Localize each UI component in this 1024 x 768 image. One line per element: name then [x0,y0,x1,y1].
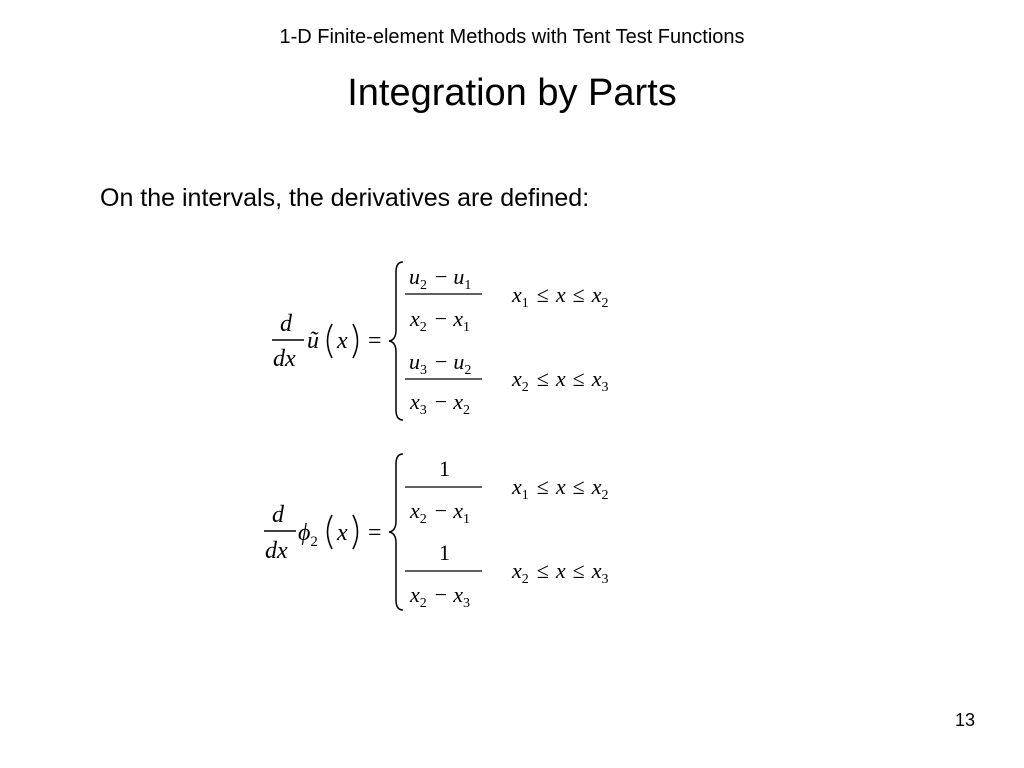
eq1-c1-num-b-sub: 1 [464,278,472,293]
eq1-c2-num-b: u [453,349,465,374]
eq1-c1-cond-b: x [591,282,602,307]
eq1-c1-cond-b-sub: 2 [601,296,609,311]
svg-text:ϕ2 [298,520,318,550]
eq1-c2-num-a-sub: 3 [420,363,427,378]
eq2-c2-den-b-sub: 3 [462,596,470,611]
svg-text:x2−x1 [409,306,470,335]
eq1-c2-cond-mid: x [555,366,566,391]
equation-1 [272,262,608,420]
eq1-brace [389,262,403,420]
slide-title: Integration by Parts [347,72,677,114]
eq2-c1-cond-b: x [591,474,602,499]
equation-1-lhs [272,311,382,372]
eq2-c1-den-a-sub: 2 [419,512,427,527]
eq1-c1-den-b-sub: 1 [462,320,470,335]
eq2-c2-den-a: x [410,582,420,607]
eq2-c2-den-b: x [453,582,463,607]
eq1-c1-leq-1: ≤ [536,282,549,307]
eq1-c2-leq-2: ≤ [572,366,585,391]
eq2-case-2 [405,540,608,611]
slide-header: 1-D Finite-element Methods with Tent Test Functions [279,26,745,48]
eq1-lhs-numerator: d [280,311,292,337]
equation-2 [264,454,608,611]
intro-text: On the intervals, the derivatives are defined: [100,184,590,212]
eq1-c2-den-a: x [410,389,420,414]
eq1-function: ũ [307,328,319,354]
eq1-c2-cond-a: x [512,366,522,391]
eq1-c2-cond-a-sub: 2 [521,380,529,395]
eq2-left-paren [328,515,333,549]
eq1-case-2 [405,349,608,418]
eq2-c2-cond-a: x [512,558,522,583]
svg-text:x2≤x≤x3 [511,558,608,587]
svg-text:x1≤x≤x2 [511,282,608,311]
svg-text:x1≤x≤x2 [511,474,608,503]
equation-2-lhs [264,502,382,564]
eq2-equals: = [368,520,382,546]
eq1-case-1 [405,264,608,335]
eq2-c2-num: 1 [439,540,450,565]
eq1-c2-leq-1: ≤ [536,366,549,391]
eq1-c2-num-b-sub: 2 [464,363,472,378]
eq1-c1-cond-a-sub: 1 [521,296,529,311]
eq1-c1-den-a: x [410,306,420,331]
eq2-c2-den-a-sub: 2 [419,596,427,611]
eq2-c1-leq-1: ≤ [536,474,549,499]
eq2-c1-cond-a: x [512,474,522,499]
eq2-argument: x [337,520,348,546]
eq1-right-paren [353,324,358,358]
eq2-c1-num: 1 [439,456,450,481]
eq1-c2-num-minus: − [435,349,448,374]
eq1-c1-num-a-sub: 2 [420,278,427,293]
eq1-c1-den-b: x [453,306,463,331]
eq1-lhs-denominator: dx [273,346,296,372]
slide-number: 13 [954,710,975,730]
eq1-c1-leq-2: ≤ [572,282,585,307]
svg-text:u2−u1 [409,264,471,293]
eq2-c2-den-minus: − [434,582,448,607]
eq1-c2-den-b-sub: 2 [462,403,470,418]
eq2-lhs-denominator: dx [265,538,288,564]
eq2-c2-leq-2: ≤ [572,558,585,583]
eq1-c1-num-a: u [409,264,420,289]
eq2-function-sub: 2 [310,534,318,550]
eq1-equals: = [368,328,382,354]
eq1-left-paren [328,324,333,358]
eq2-c1-cond-b-sub: 2 [601,488,609,503]
eq2-c2-cond-mid: x [555,558,566,583]
eq1-c2-den-minus: − [434,389,448,414]
eq2-lhs-numerator: d [272,502,284,528]
eq2-c1-cond-a-sub: 1 [521,488,529,503]
eq1-argument: x [337,328,348,354]
eq1-c1-den-minus: − [434,306,448,331]
eq2-c1-den-b: x [453,498,463,523]
eq2-function: ϕ [298,520,311,546]
eq2-c2-leq-1: ≤ [536,558,549,583]
eq2-c2-cond-b: x [591,558,602,583]
eq1-c2-cond-b-sub: 3 [601,380,609,395]
svg-text:x2−x1 [409,498,470,527]
eq1-c1-num-b: u [453,264,465,289]
eq2-brace [389,454,403,610]
eq1-c1-cond-a: x [512,282,522,307]
svg-text:u3−u2 [409,349,471,378]
eq2-c1-den-a: x [410,498,420,523]
eq2-c2-cond-b-sub: 3 [601,572,609,587]
eq1-c2-cond-b: x [591,366,602,391]
eq2-c1-den-minus: − [434,498,448,523]
eq2-c1-leq-2: ≤ [572,474,585,499]
eq1-c1-den-a-sub: 2 [419,320,427,335]
eq1-c2-den-b: x [453,389,463,414]
eq1-c2-den-a-sub: 3 [419,403,427,418]
eq2-right-paren [353,515,358,549]
svg-text:x3−x2 [409,389,470,418]
eq1-c2-num-a: u [409,349,420,374]
eq2-case-1 [405,456,608,527]
svg-text:x2−x3 [409,582,470,611]
svg-text:x2≤x≤x3 [511,366,608,395]
eq2-c1-den-b-sub: 1 [462,512,470,527]
eq1-c1-num-minus: − [435,264,448,289]
eq2-c2-cond-a-sub: 2 [521,572,529,587]
eq2-c1-cond-mid: x [555,474,566,499]
eq1-c1-cond-mid: x [555,282,566,307]
